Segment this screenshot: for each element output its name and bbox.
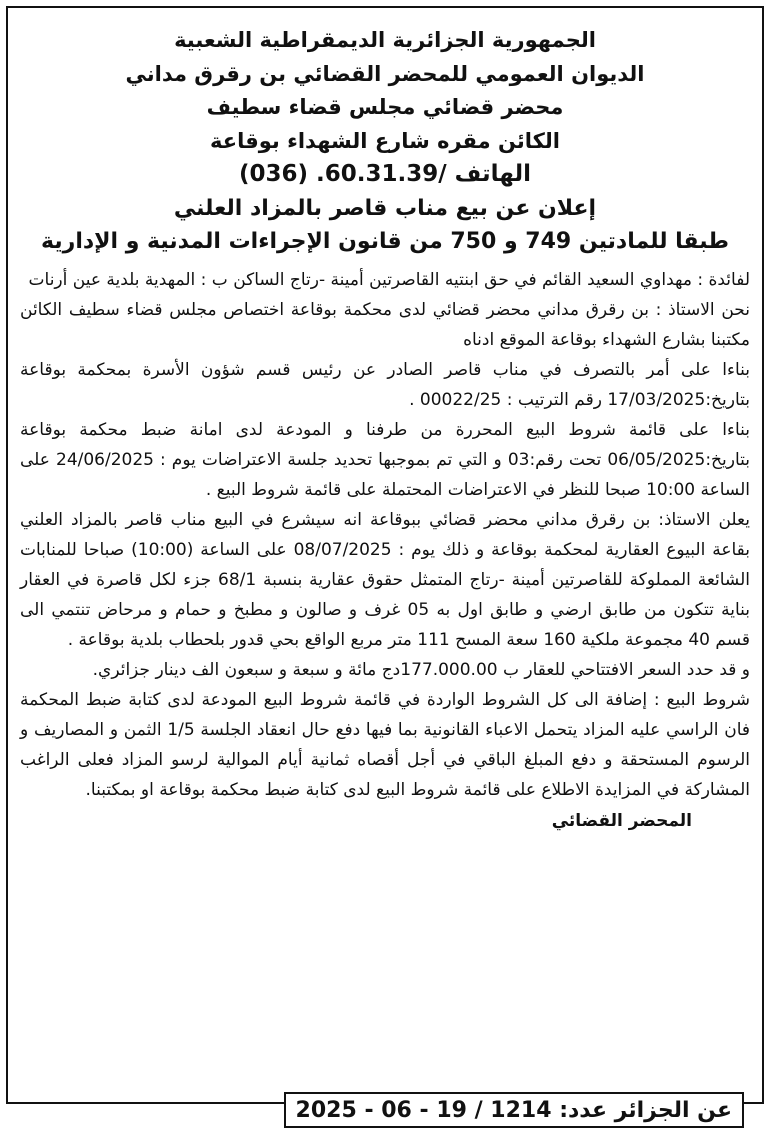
conditions-list-paragraph: بناءا على قائمة شروط البيع المحررة من طرفنا و المودعة لدى امانة ضبط محكمة بوقاعة بتاريخ:06/05/2025 تحت رقم:03 و التي تم بموجبها تحديد جلسة الاعتراضات يوم : 24/06/2025 على الساعة 10:00 صبحا للنظر في الاعتراضات المحتملة على قائمة شروط البيع . (20, 419, 750, 500)
signature: المحضر القضائي (551, 810, 692, 831)
bailiff-title: محضر قضائي مجلس قضاء سطيف (206, 95, 564, 119)
office-phone: الهاتف /60.31.39. (036) (238, 161, 532, 187)
opening-price-paragraph: و قد حدد السعر الافتتاحي للعقار ب 177.000.00دج مائة و سبعة و سبعون الف دينار جزائري. (92, 659, 750, 680)
bailiff-paragraph: نحن الاستاذ : بن رقرق مداني محضر قضائي لدى محكمة بوقاعة اختصاص مجلس قضاء سطيف الكائن مكتبنا بشارع الشهداء بوقاعة الموقع ادناه (20, 299, 750, 350)
newspaper-issue-footer: عن الجزائر عدد: 1214 / 19 - 06 - 2025 (284, 1092, 744, 1128)
court-order-paragraph: بناءا على أمر بالتصرف في مناب قاصر الصادر عن رئيس قسم شؤون الأسرة بمحكمة بوقاعة بتاريخ:17/03/2025 رقم الترتيب : 00022/25 . (20, 359, 750, 410)
notice-frame (6, 6, 764, 1104)
notice-title: إعلان عن بيع مناب قاصر بالمزاد العلني (173, 195, 597, 221)
office-title: الديوان العمومي للمحضر القضائي بن رقرق مداني (125, 61, 645, 86)
office-address: الكائن مقره شارع الشهداء بوقاعة (210, 128, 560, 153)
notice-header (8, 8, 762, 259)
legal-basis: طبقا للمادتين 749 و 750 من قانون الإجراءات المدنية و الإدارية (41, 229, 729, 254)
notice-body (8, 259, 762, 805)
sale-announcement-paragraph: يعلن الاستاذ: بن رقرق مداني محضر قضائي ببوقاعة انه سيشرع في البيع مناب قاصر بالمزاد العلني بقاعة البيوع العقارية لمحكمة بوقاعة و ذلك يوم : 08/07/2025 على الساعة (10:00) صباحا للمنابات الشائعة المملوكة للقاصرتين أمينة -رتاج المتمثل حقوق عقارية بنسبة 68/1 جزء لكل قاصرة في العقار بناية تتكون من طابق ارضي و طابق اول به 05 غرف و صالون و مطبخ و حمام و مرحاض تنتمي الى قسم 40 مجموعة ملكية 160 سعة المسح 111 متر مربع الواقع بحي قدور بلحطاب بلدية بوقاعة . (20, 509, 751, 650)
beneficiary-paragraph: لفائدة : مهداوي السعيد القائم في حق ابنتيه القاصرتين أمينة -رتاج الساكن ب : المهدية بلدية عين أرنات (28, 269, 750, 290)
sale-conditions-paragraph: شروط البيع : إضافة الى كل الشروط الواردة في قائمة شروط البيع المودعة لدى كتابة ضبط المحكمة فان الراسي عليه المزاد يتحمل الاعباء القانونية بما فيها دفع حال انعقاد الجلسة 1/5 الثمن و المصاريف و الرسوم المستحقة و دفع المبلغ الباقي في أجل أقصاه ثمانية أيام الموالية لرسو المزاد فعلى الراغب المشاركة في المزايدة الاطلاع على قائمة شروط البيع لدى كتابة ضبط محكمة بوقاعة او بمكتبنا. (20, 689, 750, 800)
republic-title: الجمهورية الجزائرية الديمقراطية الشعبية (174, 28, 596, 52)
